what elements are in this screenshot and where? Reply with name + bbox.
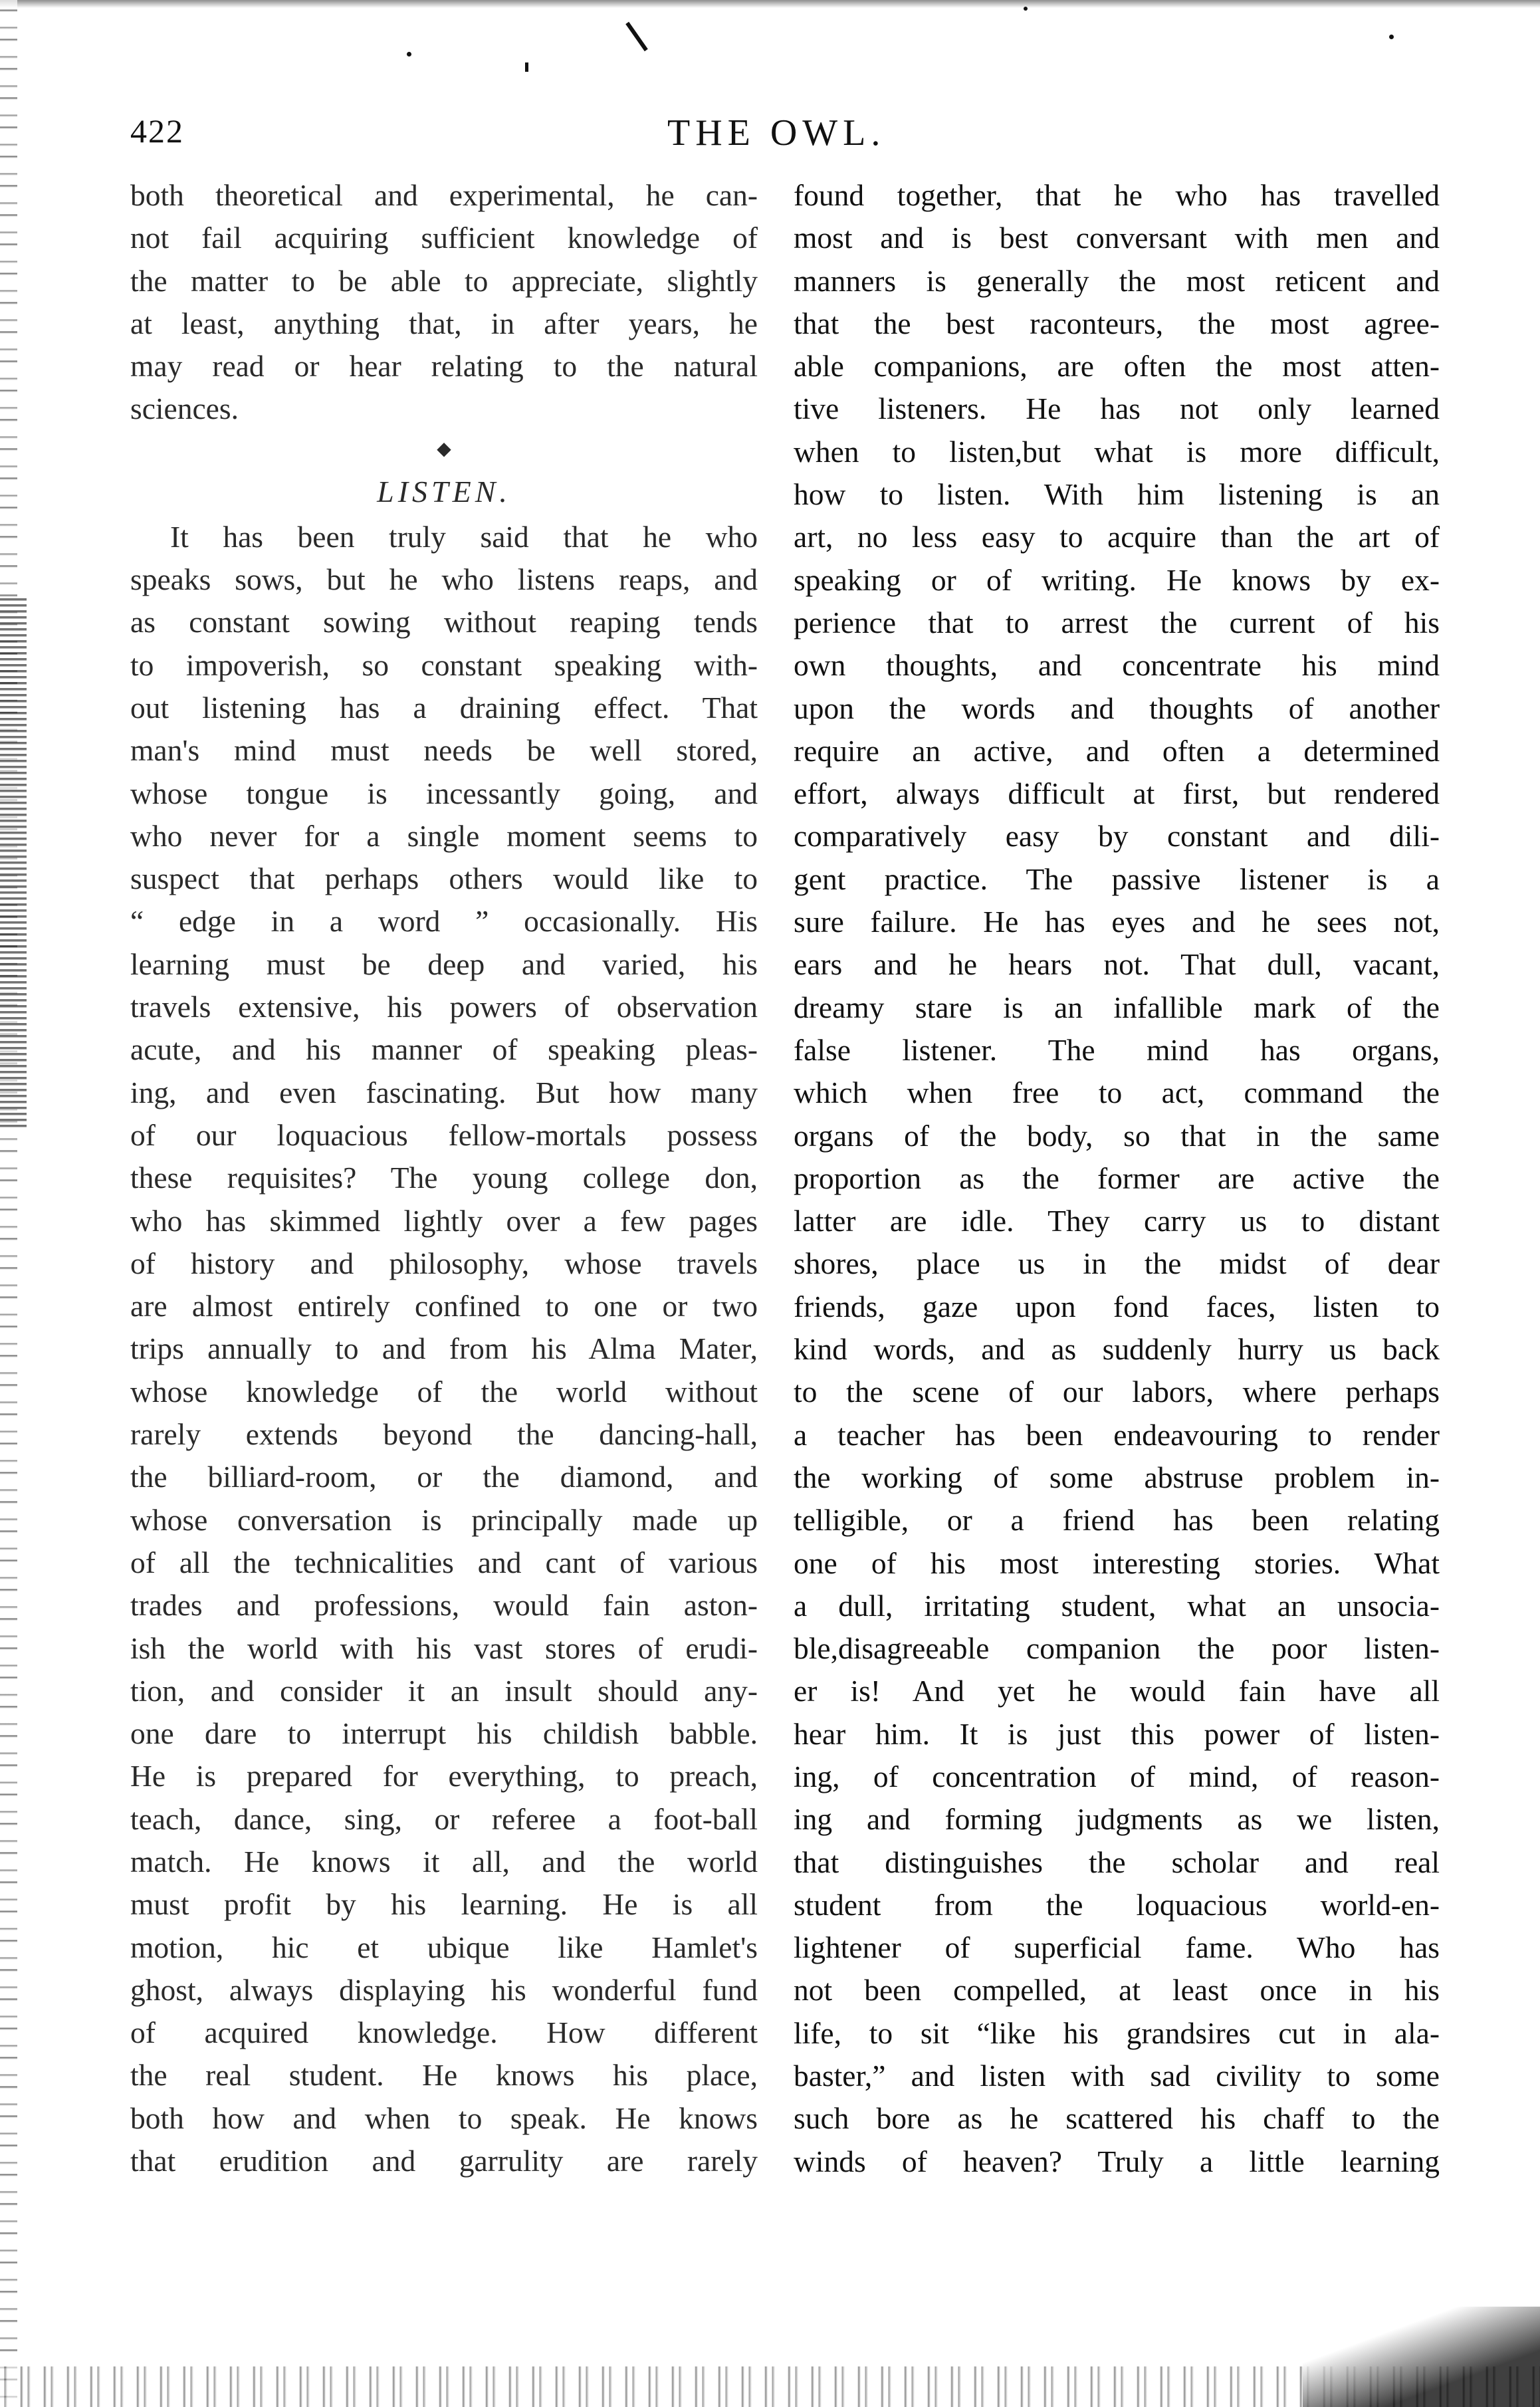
text-line: match. He knows it all, and the world [130,1844,758,1879]
text-line: learning must be deep and varied, his [130,947,758,981]
text-line: such bore as he scattered his chaff to the [794,2101,1440,2136]
text-line: hear him. It is just this power of listen- [794,1716,1440,1751]
page-number: 422 [130,112,184,150]
text-line: comparatively easy by constant and dili- [794,819,1440,854]
text-line: ble,disagreeable companion the poor listen- [794,1631,1440,1666]
text-line: who has skimmed lightly over a few pages [130,1203,758,1238]
text-line: perience that to arrest the current of his [794,605,1440,639]
text-line: require an active, and often a determined [794,733,1440,768]
scan-speck [1024,7,1028,11]
text-line: found together, that he who has travelled [794,178,1440,212]
text-line: who never for a single moment seems to [130,818,758,853]
text-line: tion, and consider it an insult should any- [130,1673,758,1708]
text-line: friends, gaze upon fond faces, listen to [794,1289,1440,1323]
text-line: are almost entirely confined to one or two [130,1289,758,1323]
text-line: acute, and his manner of speaking pleas- [130,1032,758,1067]
text-line: “ edge in a word ” occasionally. His [130,904,758,939]
text-line: effort, always difficult at first, but rendered [794,776,1440,811]
text-line: rarely extends beyond the dancing-hall, [130,1417,758,1452]
text-line: motion, hic et ubique like Hamlet's [130,1930,758,1964]
text-line: as constant sowing without reaping tends [130,605,758,639]
text-line: the billiard-room, or the diamond, and [130,1460,758,1494]
text-line: own thoughts, and concentrate his mind [794,648,1440,683]
text-line: proportion as the former are active the [794,1161,1440,1195]
text-line: suspect that perhaps others would like to [130,861,758,896]
text-line: He is prepared for everything, to preach, [130,1759,758,1793]
text-line: ish the world with his vast stores of erudi- [130,1631,758,1665]
text-line: trades and professions, would fain aston- [130,1588,758,1623]
text-line: organs of the body, so that in the same [794,1118,1440,1153]
text-line: how to listen. With him listening is an [794,477,1440,512]
text-line: to the scene of our labors, where perhaps [794,1375,1440,1409]
text-line: most and is best conversant with men and [794,221,1440,255]
text-line: of acquired knowledge. How different [130,2015,758,2050]
text-line: out listening has a draining effect. That [130,690,758,725]
text-line: lightener of superficial fame. Who has [794,1930,1440,1965]
text-line: whose conversation is principally made up [130,1502,758,1537]
text-line: when to listen,but what is more difficult, [794,434,1440,469]
scan-left-edge [0,0,17,2407]
scan-speck [625,22,648,51]
text-line: ghost, always displaying his wonderful fund [130,1972,758,2007]
text-line: latter are idle. They carry us to distant [794,1204,1440,1238]
text-line: of our loquacious fellow-mortals possess [130,1117,758,1152]
right-column [794,174,1440,2183]
text-line: ears and he hears not. That dull, vacant, [794,947,1440,982]
text-line: It has been truly said that he who [170,519,758,554]
scan-speck [525,62,528,72]
text-line: sure failure. He has eyes and he sees not, [794,905,1440,939]
text-line: at least, anything that, in after years, he [130,306,758,340]
text-line: that erudition and garrulity are rarely [130,2144,758,2178]
text-line: that distinguishes the scholar and real [794,1845,1440,1879]
text-line: one dare to interrupt his childish babble. [130,1716,758,1751]
scan-binding-shadow [0,598,27,1130]
text-line: which when free to act, command the [794,1076,1440,1110]
text-line: one of his most interesting stories. What [794,1546,1440,1580]
text-line: teach, dance, sing, or referee a foot-ball [130,1801,758,1836]
text-line: gent practice. The passive listener is a [794,861,1440,896]
section-ornament: ◆ [437,438,451,459]
text-line: ing and forming judgments as we listen, [794,1802,1440,1837]
text-line: student from the loquacious world-en- [794,1887,1440,1922]
text-line: whose knowledge of the world without [130,1374,758,1409]
text-line: the real student. He knows his place, [130,2058,758,2093]
page-header [130,112,1433,158]
scan-speck [1389,35,1394,39]
text-line: a dull, irritating student, what an unsocia- [794,1588,1440,1623]
text-line: baster,” and listen with sad civility to some [794,2059,1440,2093]
text-line: not been compelled, at least once in his [794,1973,1440,2007]
text-line: able companions, are often the most atten- [794,349,1440,384]
text-line: these requisites? The young college don, [130,1161,758,1195]
scan-top-edge [0,0,1540,9]
text-line: travels extensive, his powers of observation [130,990,758,1024]
text-line: life, to sit “like his grandsires cut in ala- [794,2015,1440,2050]
scan-speck [407,52,411,57]
text-line: the matter to be able to appreciate, slightly [130,263,758,298]
text-line: tive listeners. He has not only learned [794,392,1440,426]
text-line: both how and when to speak. He knows [130,2101,758,2135]
text-line: shores, place us in the midst of dear [794,1246,1440,1281]
left-column [130,174,758,2182]
text-line: sciences. [130,392,239,426]
text-line: whose tongue is incessantly going, and [130,776,758,810]
text-line: telligible, or a friend has been relating [794,1503,1440,1538]
text-line: trips annually to and from his Alma Mater, [130,1331,758,1366]
text-line: upon the words and thoughts of another [794,691,1440,725]
text-line: dreamy stare is an infallible mark of the [794,990,1440,1024]
text-line: of all the technicalities and cant of various [130,1545,758,1579]
text-line: man's mind must needs be well stored, [130,733,758,768]
text-line: both theoretical and experimental, he can- [130,178,758,212]
text-line: that the best raconteurs, the most agree- [794,306,1440,340]
text-line: not fail acquiring sufficient knowledge of [130,221,758,255]
text-line: a teacher has been endeavouring to render [794,1417,1440,1452]
running-title: THE OWL. [667,112,886,154]
text-line: ing, and even fascinating. But how many [130,1075,758,1109]
text-line: manners is generally the most reticent and [794,263,1440,298]
text-line: the working of some abstruse problem in- [794,1460,1440,1494]
text-line: speaking or of writing. He knows by ex- [794,562,1440,597]
text-line: false listener. The mind has organs, [794,1032,1440,1067]
text-line: must profit by his learning. He is all [130,1887,758,1922]
text-line: ing, of concentration of mind, of reason- [794,1759,1440,1793]
scan-corner-shadow [1303,2307,1540,2407]
text-line: of history and philosophy, whose travels [130,1246,758,1280]
text-line: art, no less easy to acquire than the art of [794,520,1440,554]
text-line: kind words, and as suddenly hurry us back [794,1332,1440,1367]
text-line: to impoverish, so constant speaking with- [130,647,758,682]
section-title: LISTEN. [377,474,511,509]
text-line: winds of heaven? Truly a little learning [794,2144,1440,2178]
text-line: speaks sows, but he who listens reaps, and [130,562,758,597]
text-line: er is! And yet he would fain have all [794,1674,1440,1708]
text-line: may read or hear relating to the natural [130,349,758,384]
